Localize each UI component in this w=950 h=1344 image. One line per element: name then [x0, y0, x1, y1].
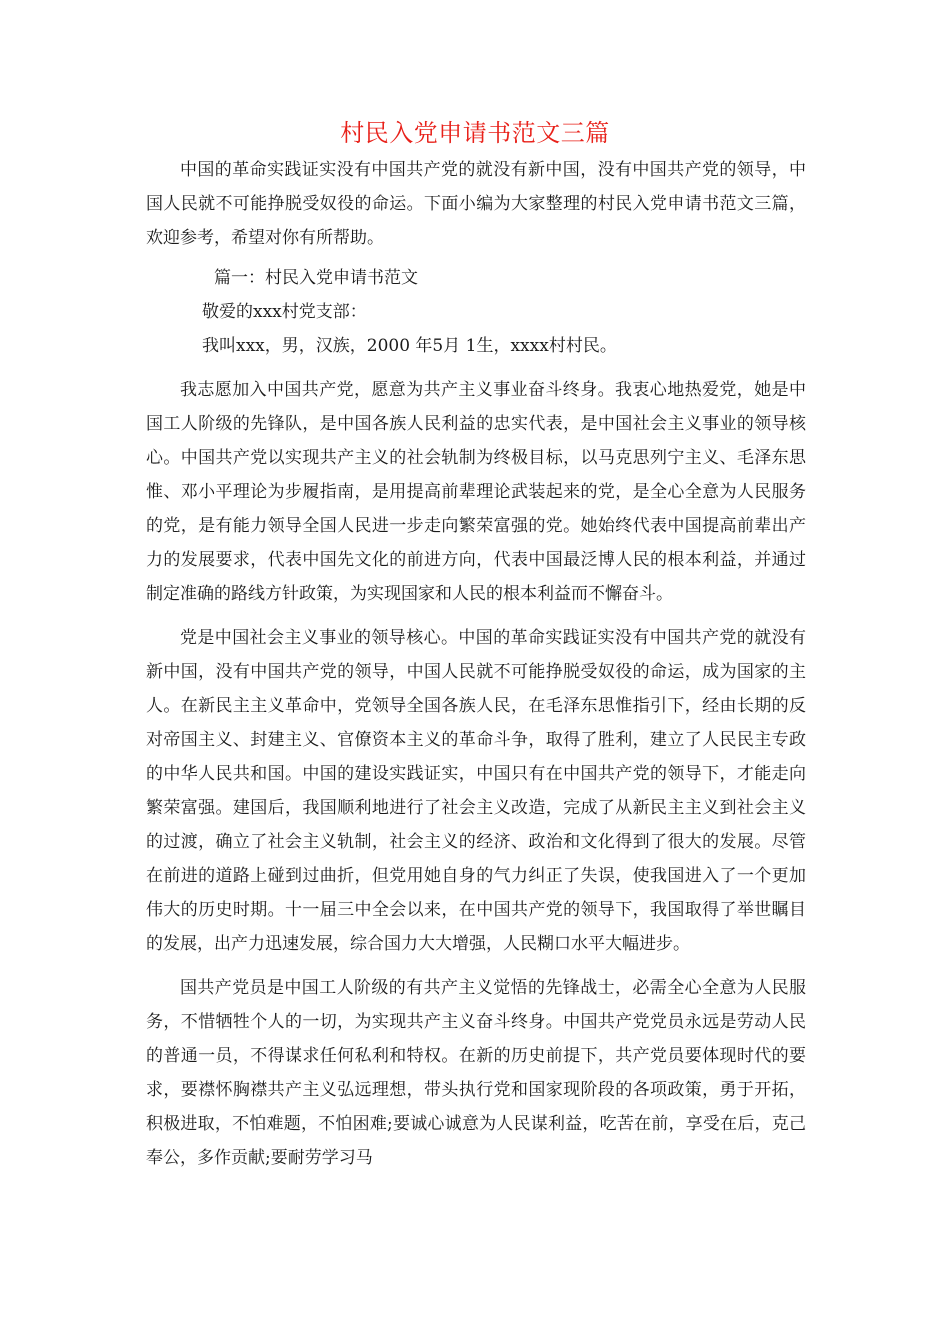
body-paragraph: 我志愿加入中国共产党，愿意为共产主义事业奋斗终身。我衷心地热爱党，她是中国工人阶级的先锋队，是中国各族人民利益的忠实代表，是中国社会主义事业的领导核心。中国共产党以实现共产主义的社会轨制为终极目标，以马克思列宁主义、毛泽东思惟、邓小平理论为步履指南，是用提高前辈理论武装起来的党，是全心全意为人民服务的党，是有能力领导全国人民进一步走向繁荣富强的党。她始终代表中国提高前辈出产力的发展要求，代表中国先文化的前进方向，代表中国最泛博人民的根本利益，并通过制定准确的路线方针政策，为实现国家和人民的根本利益而不懈奋斗。: [146, 380, 806, 604]
section-heading: 篇一：村民入党申请书范文: [214, 268, 418, 288]
salutation: 敬爱的xxx村党支部：: [202, 302, 367, 322]
body-paragraph: 国共产党员是中国工人阶级的有共产主义觉悟的先锋战士，必需全心全意为人民服务，不惜牺牲个人的一切，为实现共产主义奋斗终身。中国共产党党员永远是劳动人民的普通一员，不得谋求任何私利和特权。在新的历史前提下，共产党员要体现时代的要求，要襟怀胸襟共产主义弘远理想，带头执行党和国家现阶段的各项政策，勇于开拓，积极进取，不怕难题，不怕困难;要诚心诚意为人民谋利益，吃苦在前，享受在后，克己奉公，多作贡献;要耐劳学习马: [146, 978, 806, 1168]
body-paragraph: 党是中国社会主义事业的领导核心。中国的革命实践证实没有中国共产党的就没有新中国，没有中国共产党的领导，中国人民就不可能挣脱受奴役的命运，成为国家的主人。在新民主主义革命中，党领导全国各族人民，在毛泽东思惟指引下，经由长期的反对帝国主义、封建主义、官僚资本主义的革命斗争，取得了胜利，建立了人民民主专政的中华人民共和国。中国的建设实践证实，中国只有在中国共产党的领导下，才能走向繁荣富强。建国后，我国顺利地进行了社会主义改造，完成了从新民主主义到社会主义的过渡，确立了社会主义轨制，社会主义的经济、政治和文化得到了很大的发展。尽管在前进的道路上碰到过曲折，但党用她自身的气力纠正了失误，使我国进入了一个更加伟大的历史时期。十一届三中全会以来，在中国共产党的领导下，我国取得了举世瞩目的发展，出产力迅速发展，综合国力大大增强，人民糊口水平大幅进步。: [146, 628, 806, 954]
document-title: 村民入党申请书范文三篇: [340, 119, 610, 147]
intro-paragraph: 中国的革命实践证实没有中国共产党的就没有新中国，没有中国共产党的领导，中国人民就不可能挣脱受奴役的命运。下面小编为大家整理的村民入党申请书范文三篇，欢迎参考，希望对你有所帮助。: [146, 160, 806, 248]
self-introduction: 我叫xxx，男，汉族，2000 年5月 1生，xxxx村村民。: [202, 336, 617, 356]
document-body: [146, 153, 806, 1175]
